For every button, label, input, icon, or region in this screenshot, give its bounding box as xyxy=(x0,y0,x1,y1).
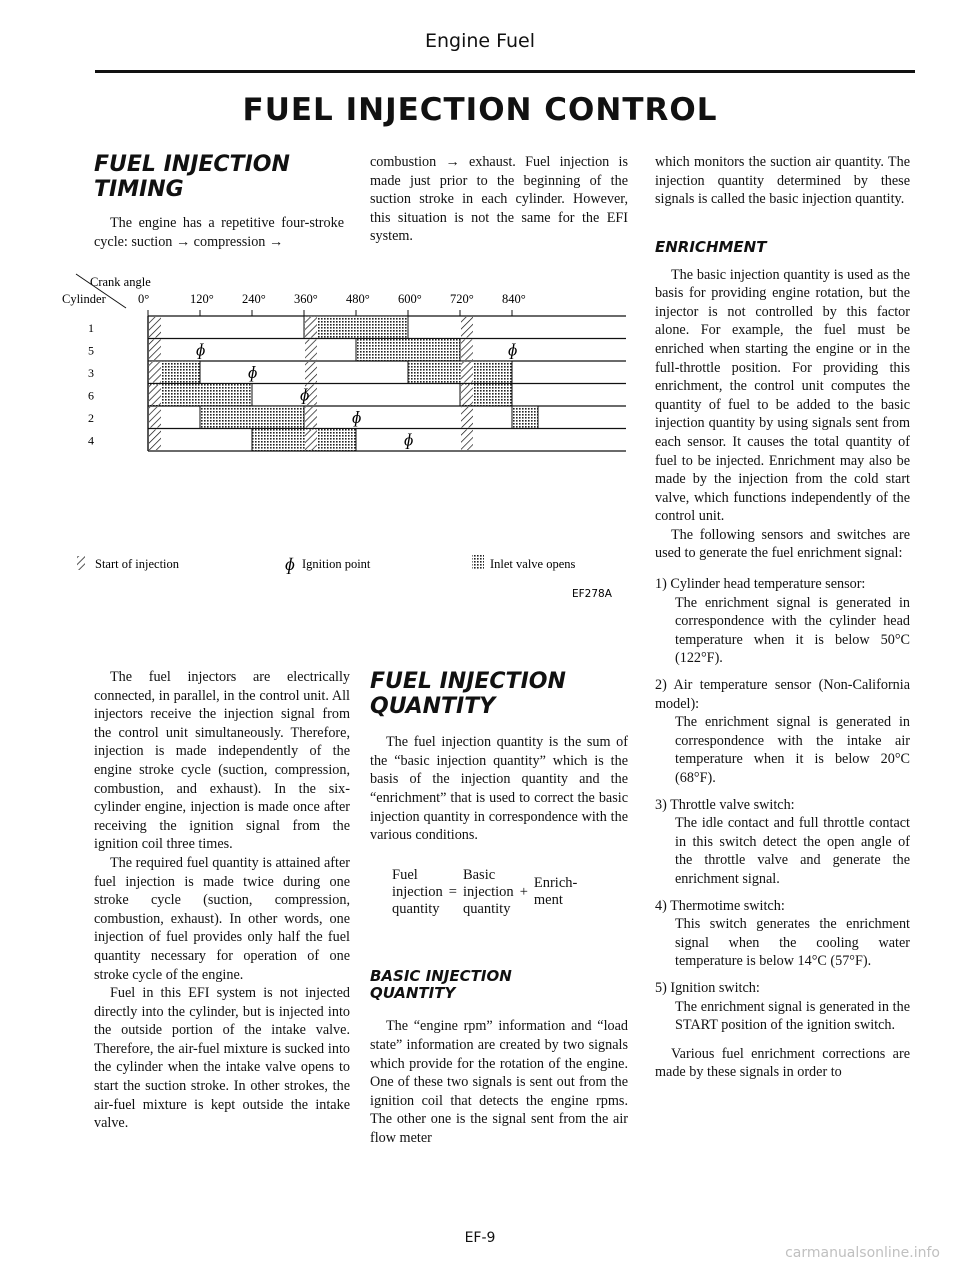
enrichment-p2: The following sensors and switches are used to generate the fuel enrichment signal: xyxy=(655,526,910,562)
injection-timing-diagram xyxy=(60,270,650,600)
enrichment-item-1 xyxy=(655,575,910,668)
inlet-open-bar xyxy=(304,316,408,339)
legend xyxy=(77,554,613,600)
header-rule xyxy=(95,70,915,73)
ignition-mark: ɸ xyxy=(248,363,258,382)
enrichment-item-5-desc: The enrichment signal is generated in the START position of the ignition switch. xyxy=(675,998,910,1034)
eq-enrich-term xyxy=(534,867,583,918)
cylinder-number: 3 xyxy=(88,366,94,380)
legend-ignition-symbol: ɸ xyxy=(285,554,295,574)
watermark: carmanualsonline.info xyxy=(785,1245,940,1261)
eq-basic-line2: injection xyxy=(462,883,514,900)
enrichment-item-5 xyxy=(655,979,910,1035)
inlet-open-bar xyxy=(252,429,356,452)
quantity-heading xyxy=(370,670,628,719)
injection-mark xyxy=(461,385,473,406)
timing-p1: The fuel injectors are electrically connected, in parallel, in the control unit. All injectors receive the injection signal from the control unit simultaneously. Therefore, injection is made independently of the engine stroke cycle (suction, compression, combustion, and exhaust). In the six-cylinder engine, injection is made once after receiving the ignition signal from the ignition coil three times. xyxy=(94,669,350,853)
enrichment-p1: The basic injection quantity is used as the basis for providing engine rotation, but the injector is not controlled by this factor alone. For example, the fuel must be enriched when starting the engine or in the full-throttle position. For providing this enrichment, the control unit computes the quantity of fuel to be added to the basic injection quantity by using signals sent from each sensor. It causes the total quantity of fuel to be injected. Enrichment may also be made by the injection from the cold start valve, which functions independently of the control unit. xyxy=(655,266,910,525)
injection-mark xyxy=(149,340,161,361)
cylinder-number: 2 xyxy=(88,411,94,425)
basic-heading-line1: BASIC INJECTION xyxy=(370,966,512,985)
basic-heading-line2: QUANTITY xyxy=(370,983,456,1002)
enrichment-p3: Various fuel enrichment corrections are made by these signals in order to xyxy=(655,1045,910,1081)
ignition-mark: ɸ xyxy=(300,385,310,405)
injection-mark xyxy=(149,385,161,406)
legend-injection-label: Start of injection xyxy=(95,557,180,571)
eq-plus-sign: + xyxy=(519,883,528,900)
injection-mark xyxy=(149,430,161,451)
injection-mark xyxy=(305,340,317,361)
injection-mark xyxy=(461,362,473,383)
crank-angle-label: Crank angle xyxy=(90,275,151,289)
eq-fuel-term xyxy=(392,867,449,918)
page-title: FUEL INJECTION CONTROL xyxy=(242,92,718,128)
eq-enrich-line1: Enrich- xyxy=(533,875,578,892)
ignition-mark: ɸ xyxy=(196,340,206,360)
ignition-mark: ɸ xyxy=(352,408,362,427)
quantity-body xyxy=(370,733,628,845)
ignition-mark: ɸ xyxy=(508,340,518,360)
timing-p3: Fuel in this EFI system is not injected directly into the cylinder, but is injected into the outside portion of the intake valve. Therefore, the air-fuel mixture is sucked into the cylinder when the intake valve opens to start the suction stroke. In other strokes, the air-fuel mixture is kept outside the intake valve. xyxy=(94,985,350,1132)
injection-mark xyxy=(149,407,161,428)
quantity-equation xyxy=(392,867,583,918)
timing-intro xyxy=(94,214,344,251)
basic-p2: which monitors the suction air quantity. The injection quantity determined by these signals is called the basic injection quantity. xyxy=(655,154,910,208)
timing-heading-line1: FUEL INJECTION xyxy=(94,152,290,177)
eq-fuel-line3: quantity xyxy=(392,900,440,917)
injection-mark xyxy=(149,317,161,338)
basic-p1: The “engine rpm” information and “load state” information are created by two signals which provide for the rotation of the engine. One of these two signals is sent out from the ignition coil that detects the engine rpms. The other one is the signal sent from the air flow meter xyxy=(370,1018,628,1146)
timing-intro-continued xyxy=(370,153,628,246)
enrichment-item-5-title: 5) Ignition switch: xyxy=(655,979,760,996)
quantity-p1: The fuel injection quantity is the sum of the “basic injection quantity” which is the basis of the injection quantity and the “enrichment” that is used to correct the basic injection quantity in correspondence with the various conditions. xyxy=(370,734,628,844)
inlet-open-bar xyxy=(408,361,512,384)
enrichment-item-3 xyxy=(655,796,910,889)
eq-basic-line1: Basic xyxy=(462,866,496,883)
legend-ignition-label: Ignition point xyxy=(302,557,371,571)
section-header: Engine Fuel xyxy=(424,30,536,52)
cylinder-number: 6 xyxy=(88,388,94,403)
enrichment-item-3-title: 3) Throttle valve switch: xyxy=(655,796,795,813)
legend-inlet-symbol xyxy=(472,555,484,569)
eq-basic-line3: quantity xyxy=(462,900,511,917)
timing-p2: The required fuel quantity is attained after fuel injection is made twice during one stroke cycle (suction, compression, combustion, exhaust). In other words, one injection of fuel provides only half the fuel quantity necessary for operation of one stroke cycle of the engine. xyxy=(94,854,350,983)
quantity-section xyxy=(370,670,628,1148)
quantity-heading-line2: QUANTITY xyxy=(370,693,496,719)
eq-equals-sign: = xyxy=(448,883,457,900)
injection-mark xyxy=(461,430,473,451)
eq-fuel-line2: injection xyxy=(392,883,443,900)
cylinder-number: 1 xyxy=(88,321,94,335)
enrichment-item-2-title: 2) Air temperature sensor (Non-California model): xyxy=(655,677,910,712)
injection-mark xyxy=(149,362,161,383)
timing-intro-p2: combustion → exhaust. Fuel injection is made just prior to the beginning of the suction stroke in each cylinder. However, this situation is not the same for the EFI system. xyxy=(370,154,628,245)
injection-mark xyxy=(461,340,473,361)
angle-label: 360° xyxy=(294,292,318,306)
legend-injection-symbol xyxy=(77,556,85,570)
cylinder-number: 4 xyxy=(88,433,94,448)
enrichment-item-4-desc: This switch generates the enrichment signal when the cooling water temperature is below 14°C (57°F). xyxy=(675,916,910,970)
eq-basic-term xyxy=(463,867,520,918)
angle-label: 600° xyxy=(398,292,422,306)
inlet-open-bar xyxy=(512,406,538,429)
injection-mark xyxy=(461,407,473,428)
injection-mark xyxy=(305,407,317,428)
angle-label: 0° xyxy=(138,292,150,306)
timing-section-head xyxy=(94,153,344,251)
inlet-open-bar xyxy=(148,384,252,407)
angle-label: 720° xyxy=(450,292,474,306)
enrichment-item-2-desc: The enrichment signal is generated in correspondence with the intake air temperature when it is below 20°C (68°F). xyxy=(675,714,910,787)
enrichment-item-1-title: 1) Cylinder head temperature sensor: xyxy=(655,576,866,593)
quantity-heading-line1: FUEL INJECTION xyxy=(370,669,566,694)
cylinder-label: Cylinder xyxy=(62,292,106,306)
inlet-open-bar xyxy=(356,339,460,362)
timing-heading-line2: TIMING xyxy=(94,176,184,202)
injection-mark xyxy=(305,362,317,383)
enrichment-item-3-desc: The idle contact and full throttle contact in this switch detect the open angle of the throttle valve and generate the enrichment signal. xyxy=(675,815,910,887)
diagram-code: EF278A xyxy=(572,588,612,600)
enrichment-item-1-desc: The enrichment signal is generated in correspondence with the cylinder head temperature when it is below 50°C (122°F). xyxy=(675,594,910,667)
timing-body xyxy=(94,668,350,1133)
injection-mark xyxy=(461,317,473,338)
injection-mark xyxy=(305,430,317,451)
enrichment-heading: ENRICHMENT xyxy=(655,237,767,256)
basic-body xyxy=(370,1017,628,1147)
angle-label: 480° xyxy=(346,292,370,306)
basic-heading xyxy=(370,968,628,1002)
cylinder-number: 5 xyxy=(88,343,94,358)
legend-inlet-label: Inlet valve opens xyxy=(490,557,576,571)
enrichment-column xyxy=(655,153,910,1082)
angle-label: 240° xyxy=(242,292,266,306)
angle-label: 120° xyxy=(190,292,214,306)
enrichment-item-4 xyxy=(655,897,910,971)
page-number: EF-9 xyxy=(464,1230,496,1246)
angle-label: 840° xyxy=(502,292,526,306)
injection-mark xyxy=(305,317,317,338)
timing-intro-p1: The engine has a repetitive four-stroke cycle: suction → compression → xyxy=(94,215,344,250)
eq-enrich-line2: ment xyxy=(533,892,563,909)
inlet-open-bar xyxy=(200,406,304,429)
enrichment-item-2 xyxy=(655,676,910,788)
eq-fuel-line1: Fuel xyxy=(392,866,418,883)
timing-heading xyxy=(94,153,344,202)
ignition-mark: ɸ xyxy=(404,430,414,450)
enrichment-item-4-title: 4) Thermotime switch: xyxy=(655,897,785,914)
